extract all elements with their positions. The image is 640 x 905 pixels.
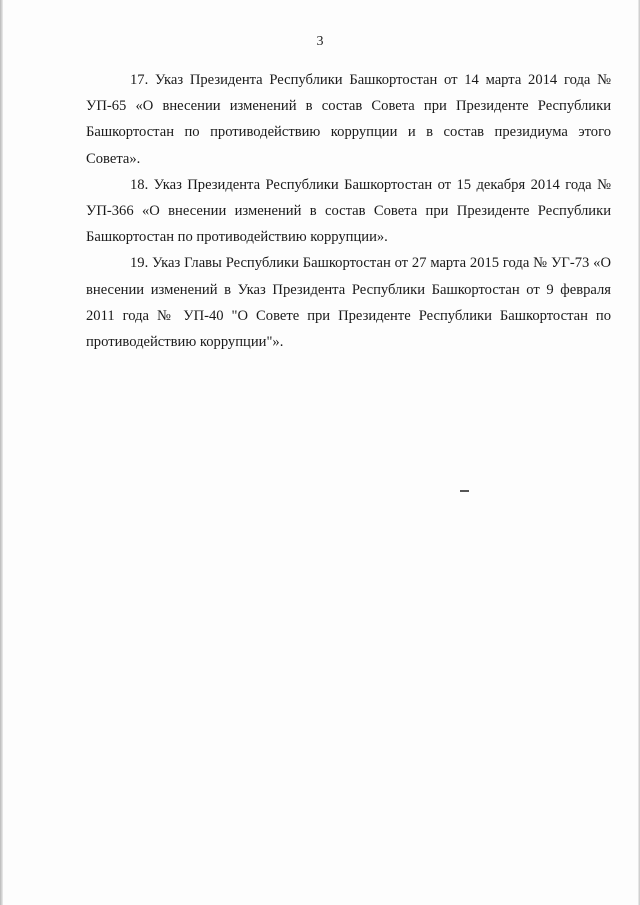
list-item-17: 17. Указ Президента Республики Башкортостан от 14 марта 2014 года № УП-65 «О внесении изменений в состав Совета при Президенте Республики Башкортостан по противодействию коррупции и в состав президиума этого Совета».: [86, 72, 611, 167]
list-item-19: 19. Указ Главы Республики Башкортостан от 27 марта 2015 года № УГ-73 «О внесении изменений в Указ Президента Республики Башкортостан от 9 февраля 2011 года № УП-40 "О Совете при Президенте Республики Башкортостан по противодействию коррупции"».: [86, 255, 611, 351]
page-number: 3: [316, 34, 324, 49]
scan-edge-left: [0, 0, 3, 905]
document-body: [86, 67, 611, 355]
stray-dash-mark: [460, 490, 469, 492]
list-item-18: 18. Указ Президента Республики Башкортостан от 15 декабря 2014 года № УП-366 «О внесении изменений в состав Совета при Президенте Республики Башкортостан по противодействию коррупции».: [86, 176, 611, 246]
